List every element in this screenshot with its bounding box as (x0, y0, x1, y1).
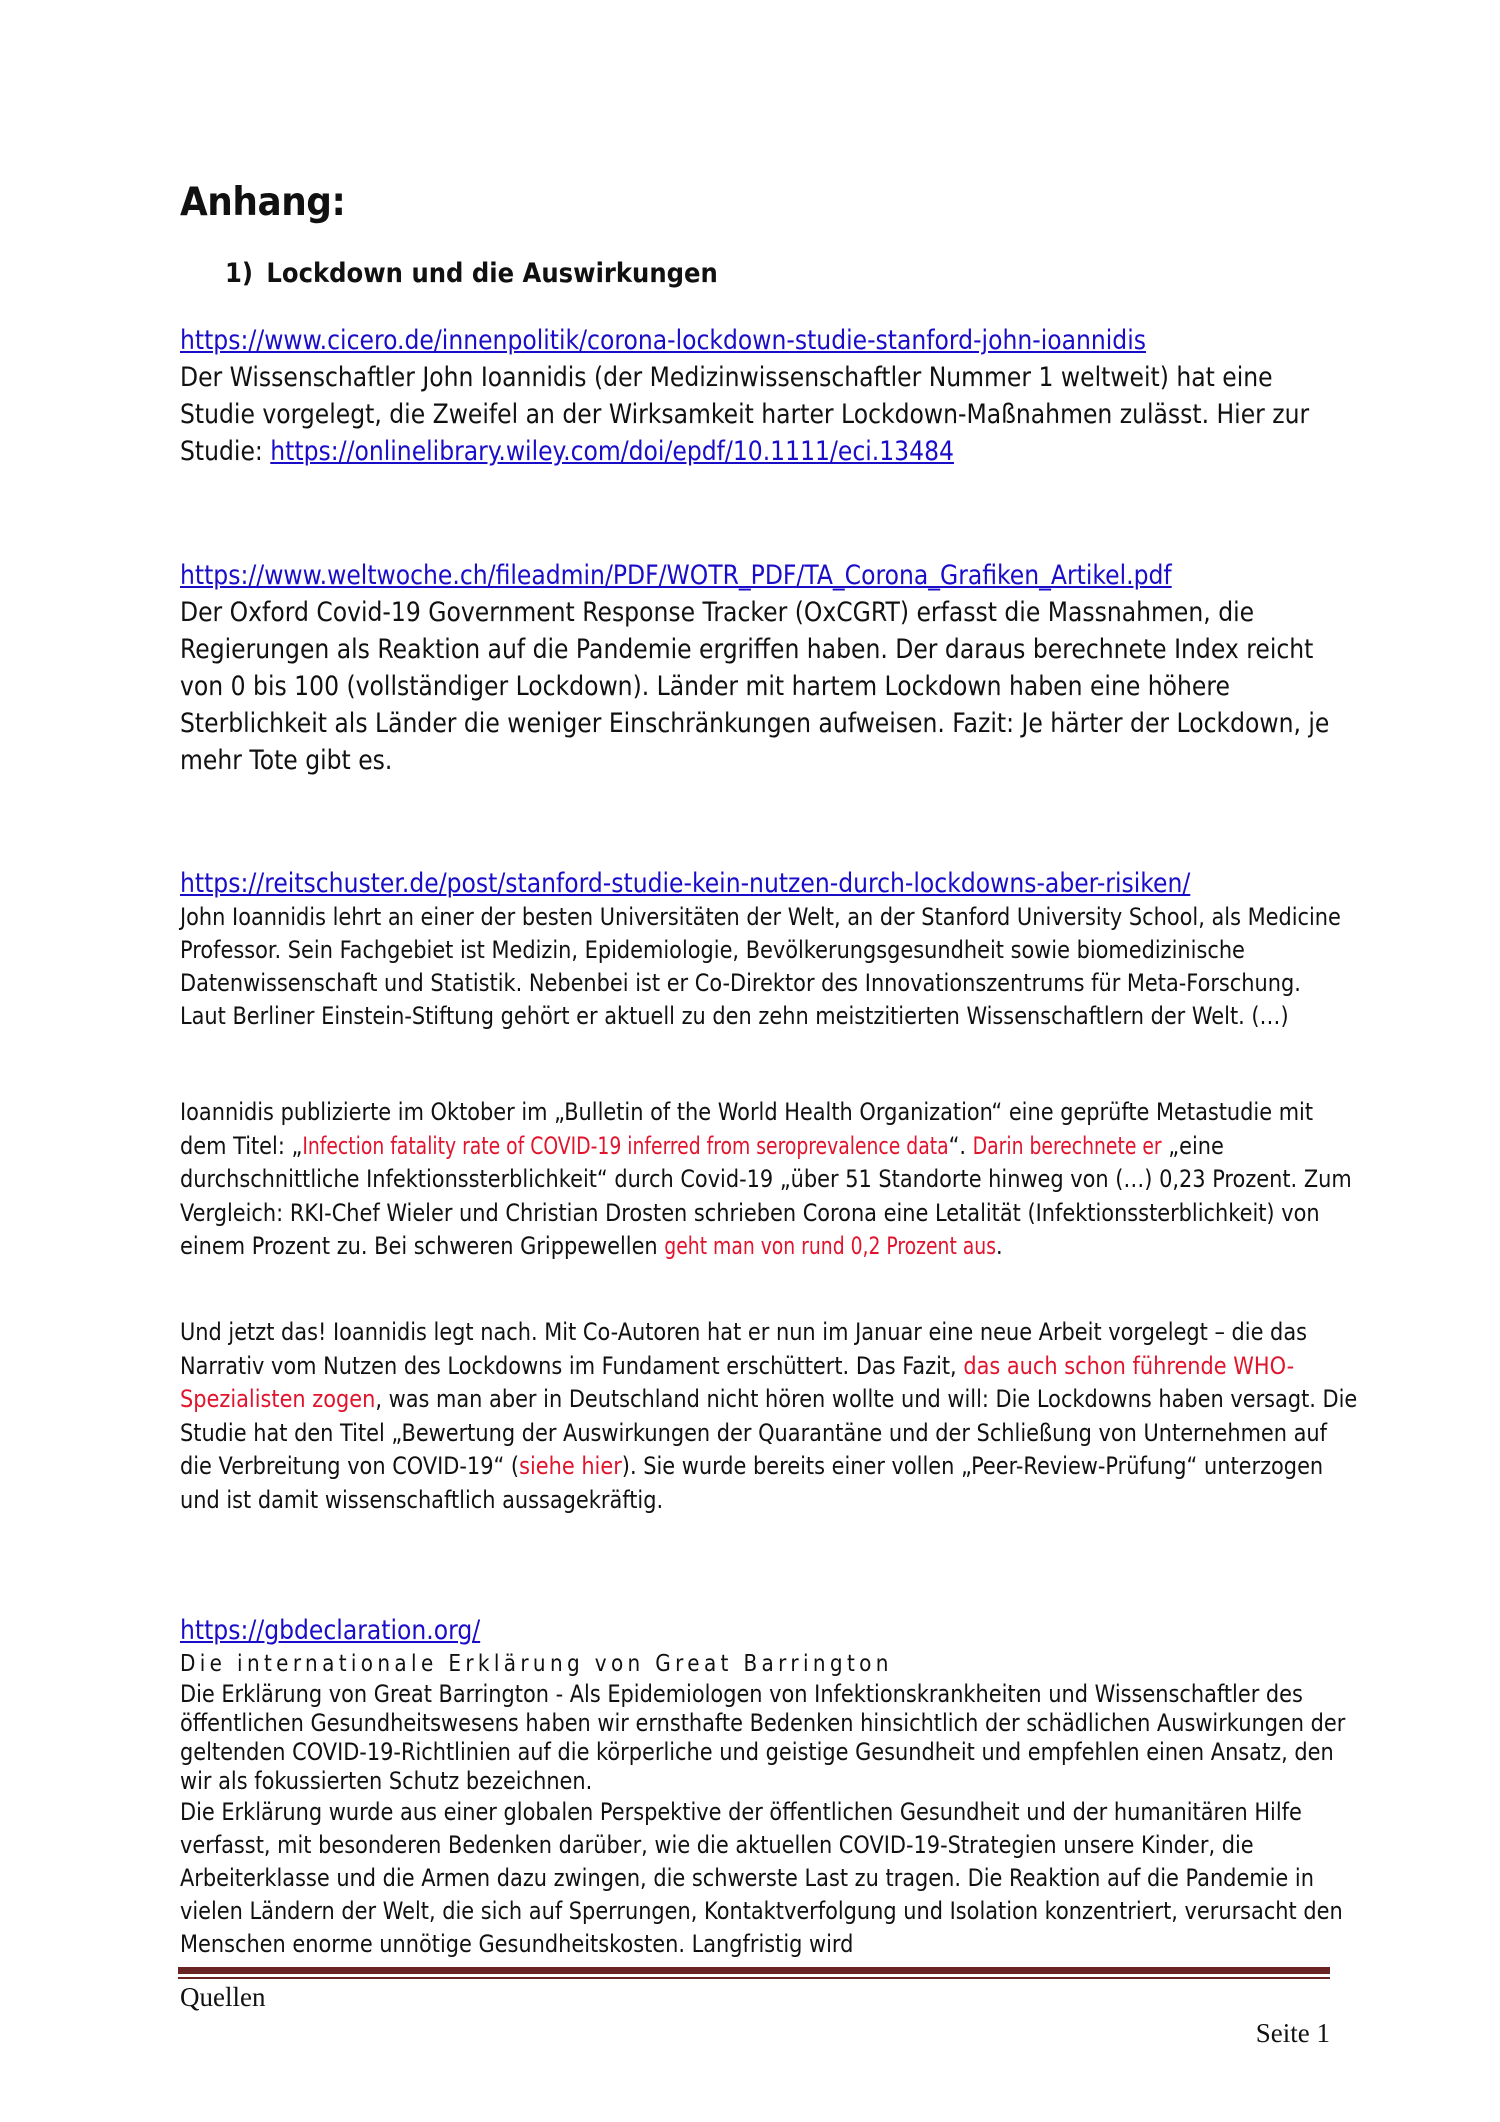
highlight-study-title[interactable]: Infection fatality rate of COVID-19 inferred from seroprevalence data (302, 1131, 949, 1160)
source-link-gbdeclaration[interactable]: https://gbdeclaration.org/ (180, 1615, 481, 1646)
highlight-darin[interactable]: Darin berechnete er (972, 1131, 1162, 1160)
page-number: Seite 1 (1255, 2018, 1330, 2048)
declaration-subtitle: Die internationale Erklärung von Great Barrington (180, 1651, 893, 1677)
source-block-cicero (180, 322, 1346, 470)
highlight-grippe[interactable]: geht man von rund 0,2 Prozent aus (664, 1232, 997, 1260)
source-description: Der Oxford Covid-19 Government Response Tracker (OxCGRT) erfasst die Massnahmen, die Regierungen als Reaktion auf die Pandemie ergriffen haben. Der daraus berechnete Index reicht von 0 bis 100 (vollständiger Lockdown). Länder mit hartem Lockdown haben eine höhere Sterblichkeit als Länder die weniger Einschränkungen aufweisen. Fazit: Je härter der Lockdown, je mehr Tote gibt es. (180, 597, 1330, 776)
source-link-reitschuster[interactable]: https://reitschuster.de/post/stanford-studie-kein-nutzen-durch-lockdowns-aber-risiken/ (180, 868, 1191, 899)
paragraph-ioannidis-who: Ioannidis publizierte im Oktober im „Bulletin of the World Health Organization“ eine geprüfte Metastudie mit dem Titel: „Infection fatality rate of COVID-19 inferred from seroprevalence data“. Darin berechnete er „eine durchschnittliche Infektionssterblichkeit“ durch Covid-19 „über 51 Standorte hinweg von (…) 0,23 Prozent. Zum Vergleich: RKI-Chef Wieler und Christian Drosten schrieben Corona eine Letalität (Infektionssterblichkeit) von einem Prozent zu. Bei schweren Grippewellen geht man von rund 0,2 Prozent aus. (180, 1098, 1352, 1260)
section-number: 1) (225, 258, 254, 289)
footer-title: Quellen (180, 1982, 266, 2012)
source-block-gbdeclaration (180, 1614, 1363, 1961)
footer-rule-thick (178, 1967, 1330, 1974)
section-heading (225, 258, 718, 289)
source-description: John Ioannidis lehrt an einer der besten Universitäten der Welt, an der Stanford University School, als Medicine Professor. Sein Fachgebiet ist Medizin, Epidemiologie, Bevölkerungsgesundheit sowie biomedizinische Datenwissenschaft und Statistik. Nebenbei ist er Co-Direktor des Innovationszentrums für Meta-Forschung. Laut Berliner Einstein-Stiftung gehört er aktuell zu den zehn meistzitierten Wissenschaftlern der Welt. (…) (180, 903, 1341, 1030)
paragraph-lockdown-study: Und jetzt das! Ioannidis legt nach. Mit Co-Autoren hat er nun im Januar eine neue Arbeit vorgelegt – die das Narrativ vom Nutzen des Lockdowns im Fundament erschüttert. Das Fazit, das auch schon führende WHO-Spezialisten zogen, was man aber in Deutschland nicht hören wollte und will: Die Lockdowns haben versagt. Die Studie hat den Titel „Bewertung der Auswirkungen der Quarantäne und der Schließung von Unternehmen auf die Verbreitung von COVID-19“ (siehe hier). Sie wurde bereits einer vollen „Peer-Review-Prüfung“ unterzogen und ist damit wissenschaftlich aussagekräftig. (180, 1318, 1358, 1514)
source-description: Der Wissenschaftler John Ioannidis (der Medizinwissenschaftler Nummer 1 weltweit) hat eine Studie vorgelegt, die Zweifel an der Wirksamkeit harter Lockdown-Maßnahmen zulässt. Hier zur Studie: https://onlinelibrary.wiley.com/doi/epdf/10.1111/eci.13484 (180, 362, 1310, 467)
footer-rule-thin (178, 1977, 1330, 1979)
source-block-weltwoche (180, 557, 1346, 779)
declaration-paragraph-1: Die Erklärung von Great Barrington - Als Epidemiologen von Infektionskrankheiten und Wissenschaftler des öffentlichen Gesundheitswesens haben wir ernsthafte Bedenken hinsichtlich der schädlichen Auswirkungen der geltenden COVID-19-Richtlinien auf die körperliche und geistige Gesundheit und empfehlen einen Ansatz, den wir als fokussierten Schutz bezeichnen. (180, 1680, 1346, 1795)
source-link-weltwoche[interactable]: https://www.weltwoche.ch/fileadmin/PDF/WOTR_PDF/TA_Corona_Grafiken_Artikel.pdf (180, 560, 1172, 591)
declaration-paragraph-2: Die Erklärung wurde aus einer globalen Perspektive der öffentlichen Gesundheit und der humanitären Hilfe verfasst, mit besonderen Bedenken darüber, wie die aktuellen COVID-19-Strategien unsere Kinder, die Arbeiterklasse und die Armen dazu zwingen, die schwerste Last zu tragen. Die Reaktion auf die Pandemie in vielen Ländern der Welt, die sich auf Sperrungen, Kontaktverfolgung und Isolation konzentriert, verursacht den Menschen enorme unnötige Gesundheitskosten. Langfristig wird (180, 1798, 1343, 1958)
page-title: Anhang: (180, 180, 346, 225)
source-link-cicero[interactable]: https://www.cicero.de/innenpolitik/corona-lockdown-studie-stanford-john-ioannidis (180, 325, 1146, 356)
highlight-who-specialists[interactable]: das auch schon führende WHO-Spezialisten zogen (180, 1351, 1295, 1413)
source-block-reitschuster (180, 866, 1346, 1033)
study-link-wiley[interactable]: https://onlinelibrary.wiley.com/doi/epdf/10.1111/eci.13484 (270, 436, 954, 467)
highlight-siehe-hier[interactable]: siehe hier (519, 1452, 622, 1480)
section-title: Lockdown und die Auswirkungen (266, 258, 718, 289)
